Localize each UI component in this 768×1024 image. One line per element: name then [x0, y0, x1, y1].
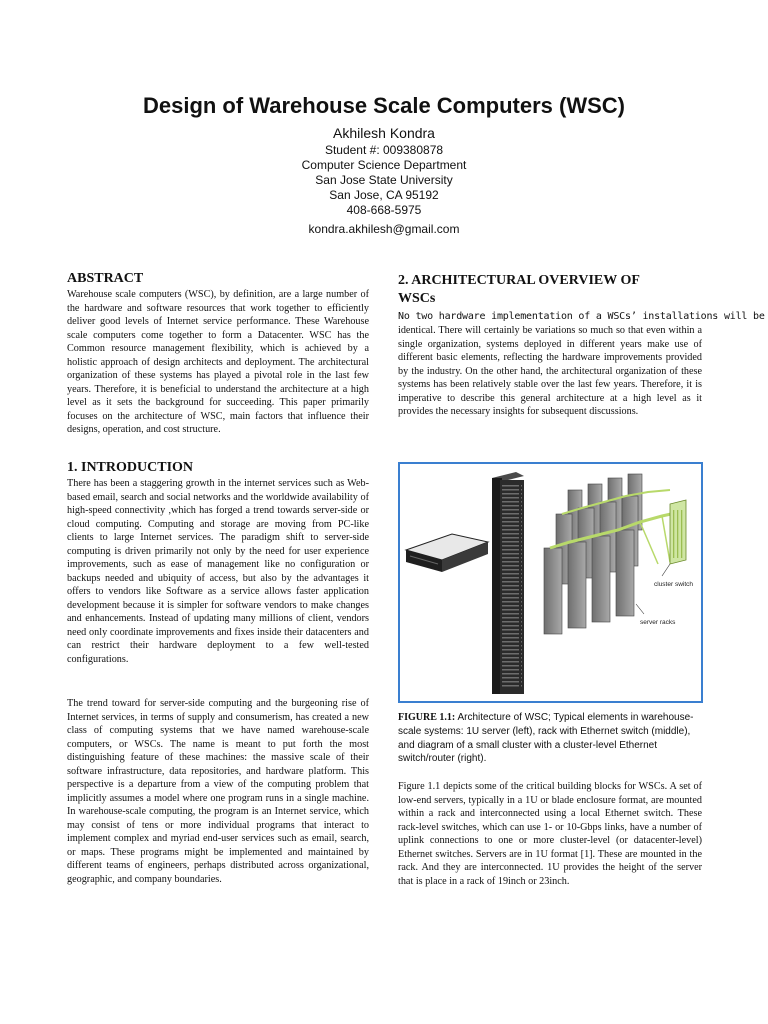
- affiliation-line: Computer Science Department: [301, 158, 467, 172]
- affiliation-line: San Jose State University: [315, 173, 453, 187]
- figure-caption-label: FIGURE 1.1:: [398, 712, 456, 723]
- author-name: Akhilesh Kondra: [333, 125, 435, 141]
- abstract-heading: ABSTRACT: [67, 271, 144, 286]
- wsc-architecture-illustration: [400, 464, 701, 701]
- abstract-text: Warehouse scale computers (WSC), by definition, are a large number of the hardware and software resources that work together to efficiently deliver good levels of Internet service performance. These Warehouse scale computers come together to form a Datacenter. WSC has the Common resource management flexibility, which is achieved by a holistic approach of design architects and deployment. The architectural organization of these systems has played a pivotal role in the last few years. Therefore, it is beneficial to understand the architecture at a high level as it sets the background for succeeding. This paper primarily focuses on the architecture of WSC, main factors that influence their designs, operation, and cost structure.: [67, 289, 369, 435]
- affiliation-line: 408-668-5975: [346, 203, 422, 217]
- paper-title: Design of Warehouse Scale Computers (WSC): [142, 93, 626, 118]
- figure-caption: [398, 711, 702, 766]
- affiliation-line: Student #: 009380878: [324, 143, 444, 157]
- figure-1-1: [398, 462, 703, 703]
- server-racks-label: server racks: [640, 619, 676, 626]
- arch-heading-line1: 2. ARCHITECTURAL OVERVIEW OF: [398, 273, 640, 288]
- affiliation-line: San Jose, CA 95192: [329, 188, 439, 202]
- intro-section: [67, 459, 369, 666]
- cluster-switch-label: cluster switch: [654, 581, 694, 588]
- arch-lead-line: No two hardware implementation of a WSCs’ installations will be: [398, 311, 765, 322]
- email: kondra.akhilesh@gmail.com: [308, 222, 460, 236]
- figure-paragraph: Figure 1.1 depicts some of the critical building blocks for WSCs. A set of low-end servers, typically in a 1U or blade enclosure format, are mounted within a rack and interconnected using a local Ethernet switch. These rack-level switches, which can use 1- or 10-Gbps links, have a number of uplink connections to one or more cluster-level (or datacenter-level) Ethernet switches. Servers are in 1U format [1]. These are mounted in the rack. And they are interconnected. 1U provides the height of the server that is place in a rack of 19inch or 23inch.: [398, 781, 702, 887]
- intro-paragraph-1: There has been a staggering growth in the internet services such as Web-based email, search and social networks and the worldwide availability of high-speed connectivity ,which has forged a trend towards server-side or cloud computing. Computing and storage are moving from PC-like clients to large Internet services. The paradigm shift to server-side computing is driven primarily not only by the need for user experience improvements, such as ease of management like no configuration or backups needed and ubiquity of access, but also by the advantages it offers to vendors like Software as a service allows faster application development because it is simpler for software vendors to make changes and enhancements. Instead of updating many millions of client, vendors need only coordinate improvements and fixes inside their datacenters and can restrict their hardware deployment to a few well-tested configurations.: [67, 478, 369, 665]
- 1u-server-icon: [406, 534, 488, 572]
- arch-section: [398, 272, 765, 419]
- server-racks-cluster: [544, 474, 680, 634]
- figure-paragraph-section: [398, 780, 702, 888]
- left-column: [67, 270, 369, 437]
- figure-caption-text: [398, 711, 702, 766]
- arch-paragraph: identical. There will certainly be variations so much so that even within a single organization, systems deployed in different years make use of different basic elements, reflecting the hardware improvements provided by the industry. On the other hand, the architectural organization of these systems has been relatively stable over the last few years. Therefore, it is imperative to describe this general architecture at a high level as it provides the necessary insights for subsequent discussions.: [398, 325, 702, 417]
- figure-caption-body: Architecture of WSC; Typical elements in warehouse-scale systems: 1U server (left), rack with Ethernet switch (middle), and diagram of a small cluster with a cluster-level Ethernet switch/router (right).: [398, 712, 694, 765]
- intro-heading: 1. INTRODUCTION: [67, 460, 194, 475]
- arch-heading-line2: WSCs: [398, 291, 436, 306]
- intro-section-2: [67, 697, 369, 886]
- cluster-switch-icon: [670, 500, 686, 564]
- intro-paragraph-2: The trend toward for server-side computing and the burgeoning rise of Internet services, in terms of supply and consumerism, has created a new class of computing systems that we have named warehouse-scale computers, or WSCs. The name is meant to put forth the most distinguishing feature of these machines: the massive scale of their software infrastructure, data repositories, and hardware platform. This perspective is a departure from a view of the computing problem that implicitly assumes a model where one program runs in a single machine. In warehouse-scale computing, the program is an Internet service, which may consist of tens or more individual programs that interact to implement complex and myriad end-user services such as email, search, or maps. These programs might be implemented and maintained by different teams of engineers, perhaps distributed across organizational, geographic, and company boundaries.: [67, 698, 369, 885]
- rack-with-switch-icon: [492, 472, 524, 694]
